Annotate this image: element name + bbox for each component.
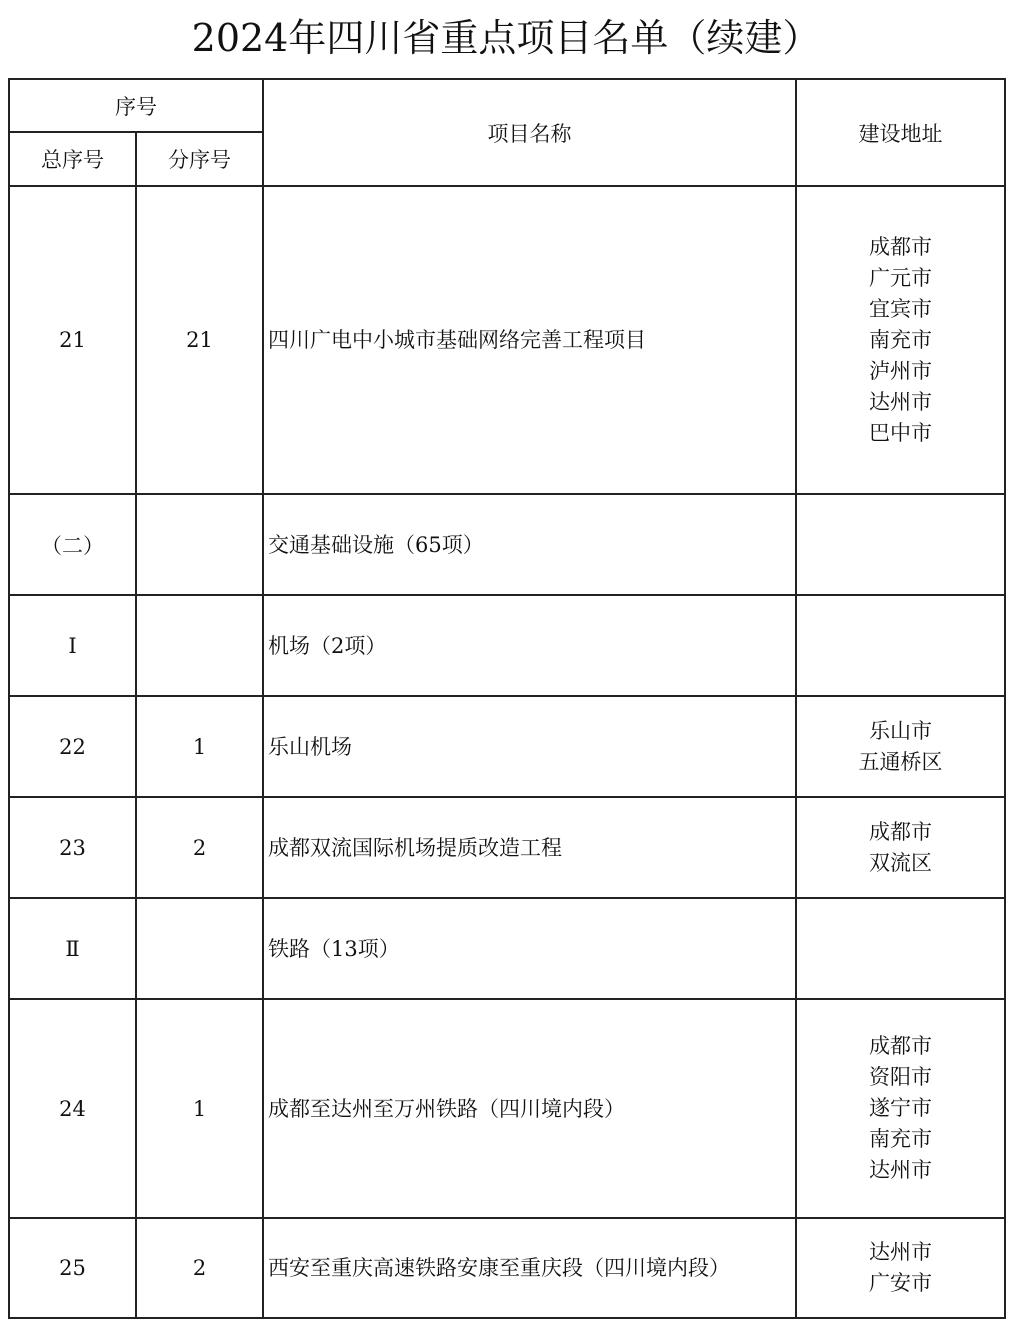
address-cell <box>796 1218 1005 1318</box>
sub-seq-cell: 1 <box>136 696 263 797</box>
address-line: 泸州市 <box>869 358 932 383</box>
sub-seq-cell: 2 <box>136 1218 263 1318</box>
project-name-cell: 成都双流国际机场提质改造工程 <box>263 797 796 898</box>
header-total-seq: 总序号 <box>9 132 136 186</box>
address-cell <box>796 186 1005 494</box>
address-line: 达州市 <box>869 1158 932 1182</box>
project-name-cell: 铁路（13项） <box>263 898 796 999</box>
address-line: 巴中市 <box>869 420 932 445</box>
project-name-cell: 乐山机场 <box>263 696 796 797</box>
sub-seq-cell: 2 <box>136 797 263 898</box>
sub-seq-cell <box>136 898 263 999</box>
address-line: 遂宁市 <box>869 1096 932 1120</box>
table-row <box>9 186 1005 494</box>
table-row <box>9 1218 1005 1318</box>
address-line: 达州市 <box>869 1240 932 1264</box>
address-cell <box>796 696 1005 797</box>
address-line: 五通桥区 <box>858 749 943 774</box>
address-cell <box>796 595 1005 696</box>
table-row <box>9 999 1005 1218</box>
table-row <box>9 494 1005 595</box>
address-line: 成都市 <box>869 819 932 844</box>
address-cell <box>796 898 1005 999</box>
project-table <box>8 78 1006 1319</box>
table-row <box>9 595 1005 696</box>
total-seq-cell: 23 <box>9 797 136 898</box>
address-line: 宜宾市 <box>869 296 932 321</box>
total-seq-cell: 24 <box>9 999 136 1218</box>
total-seq-cell: 25 <box>9 1218 136 1318</box>
table-row <box>9 696 1005 797</box>
table-row <box>9 898 1005 999</box>
total-seq-cell: Ⅰ <box>9 595 136 696</box>
address-line: 成都市 <box>869 234 932 259</box>
total-seq-cell: Ⅱ <box>9 898 136 999</box>
address-line: 南充市 <box>869 1127 932 1151</box>
sub-seq-cell: 21 <box>136 186 263 494</box>
total-seq-cell: 21 <box>9 186 136 494</box>
page-title: 2024年四川省重点项目名单（续建） <box>191 16 821 60</box>
address-line: 成都市 <box>869 1034 932 1058</box>
address-line: 广安市 <box>869 1271 932 1295</box>
address-line: 达州市 <box>869 389 932 414</box>
project-name-cell: 四川广电中小城市基础网络完善工程项目 <box>263 186 796 494</box>
address-line: 资阳市 <box>869 1065 932 1089</box>
header-sub-seq: 分序号 <box>136 132 263 186</box>
header-name: 项目名称 <box>263 79 796 186</box>
project-name-cell: 机场（2项） <box>263 595 796 696</box>
project-name-cell: 西安至重庆高速铁路安康至重庆段（四川境内段） <box>263 1218 796 1318</box>
address-line: 乐山市 <box>869 718 932 743</box>
address-cell <box>796 797 1005 898</box>
table-row <box>9 797 1005 898</box>
total-seq-cell: 22 <box>9 696 136 797</box>
project-name-cell: 成都至达州至万州铁路（四川境内段） <box>263 999 796 1218</box>
sub-seq-cell <box>136 595 263 696</box>
header-seq: 序号 <box>9 79 263 132</box>
address-cell <box>796 494 1005 595</box>
address-line: 南充市 <box>869 327 932 352</box>
total-seq-cell: （二） <box>9 494 136 595</box>
address-line: 双流区 <box>869 850 932 875</box>
header-address: 建设地址 <box>796 79 1005 186</box>
address-line: 广元市 <box>869 265 932 290</box>
sub-seq-cell <box>136 494 263 595</box>
project-name-cell: 交通基础设施（65项） <box>263 494 796 595</box>
address-cell <box>796 999 1005 1218</box>
sub-seq-cell: 1 <box>136 999 263 1218</box>
